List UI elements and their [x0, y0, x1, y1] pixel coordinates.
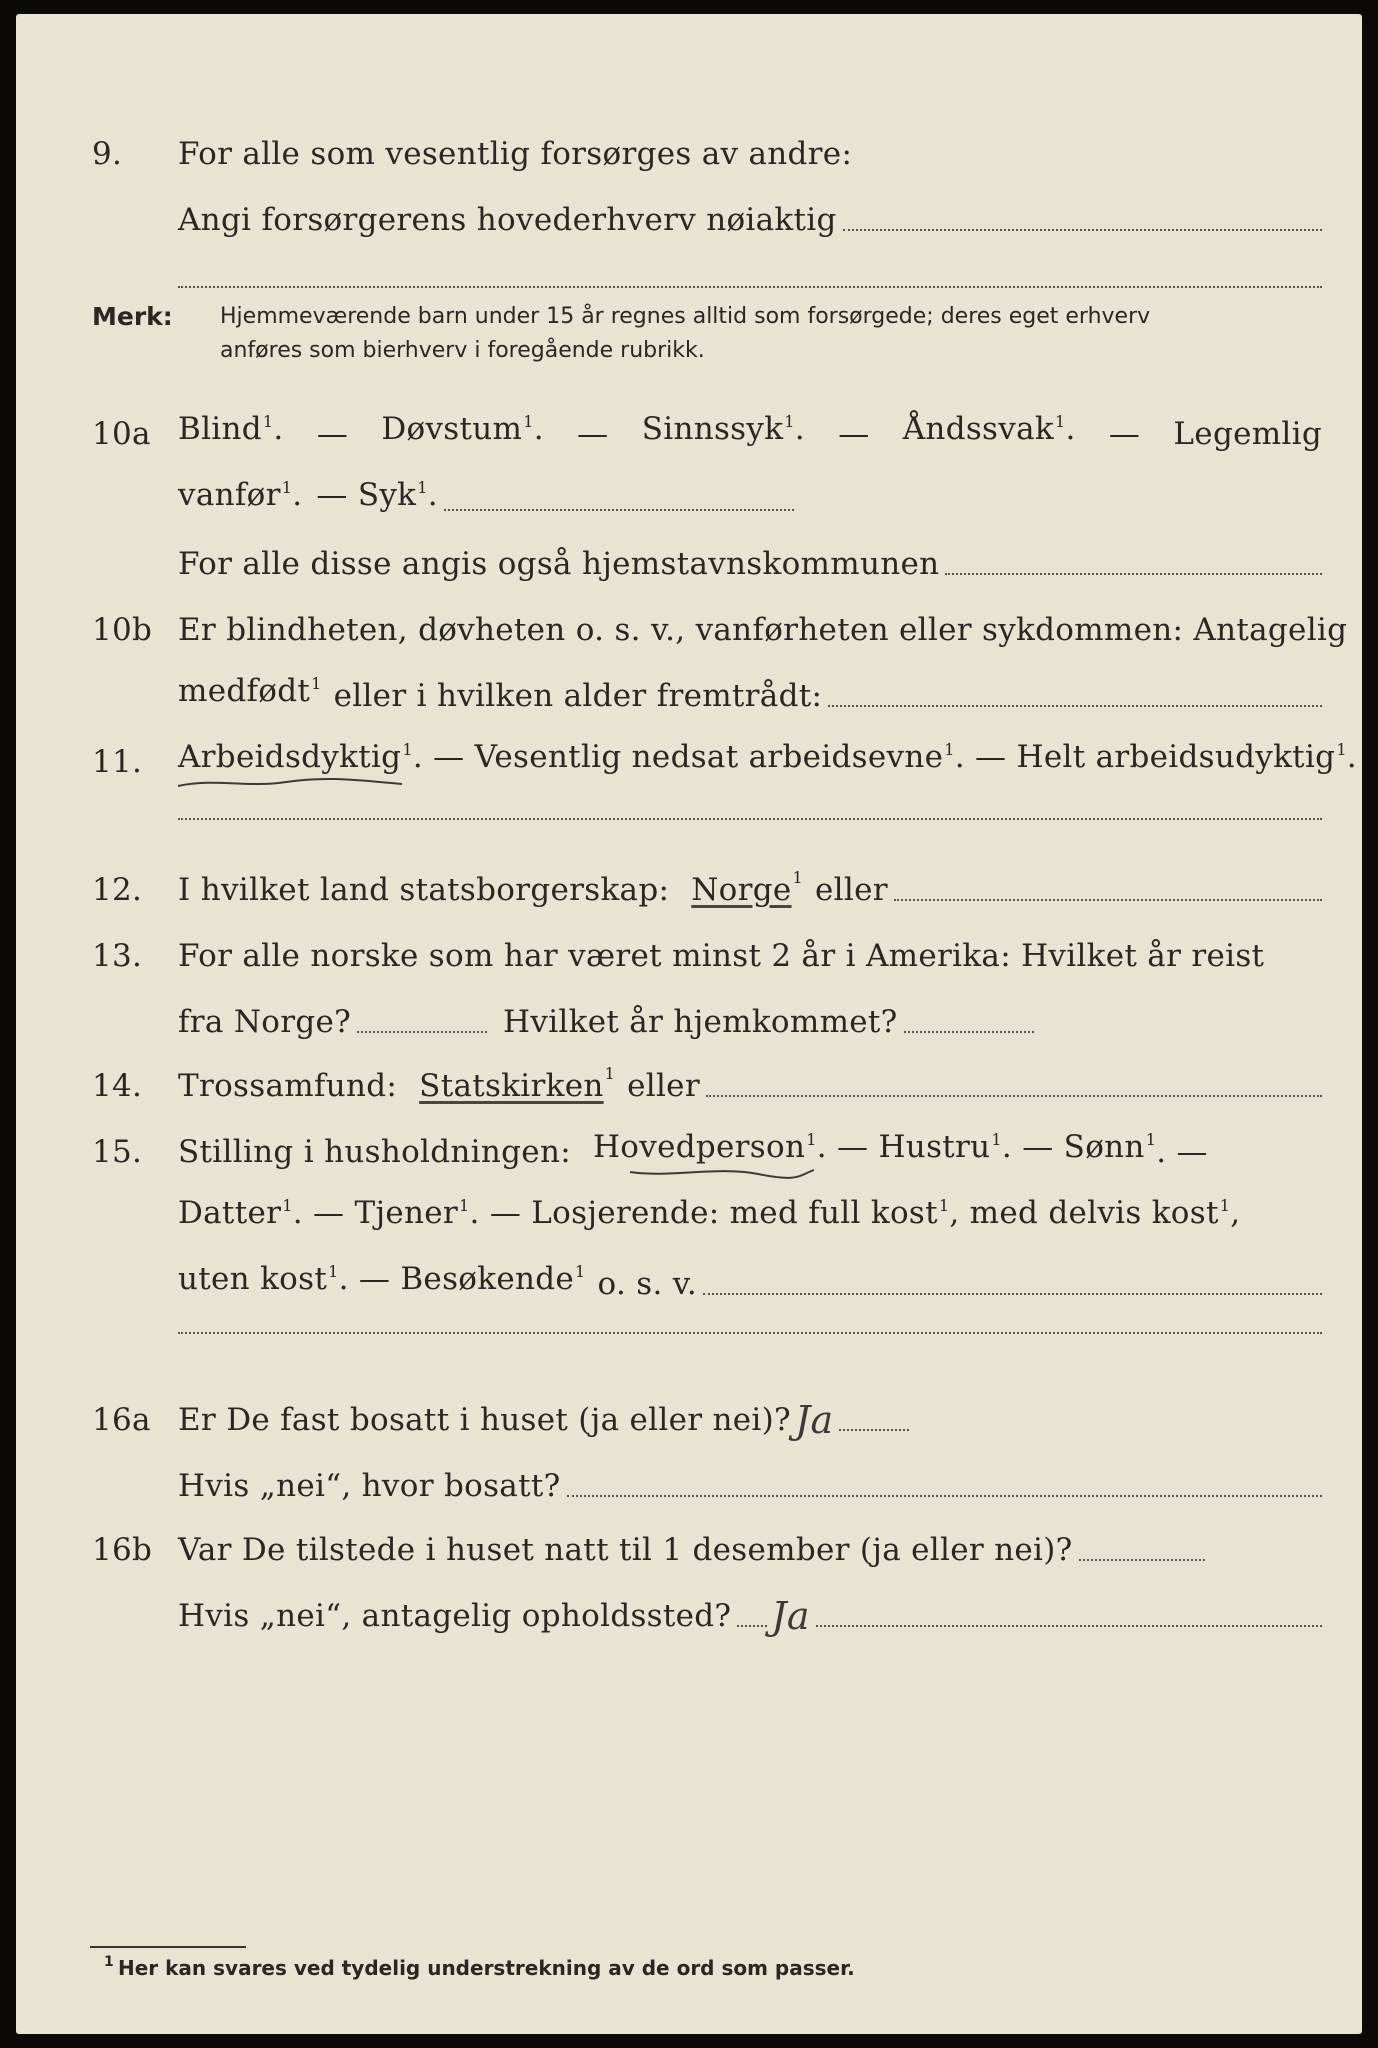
option-sonn[interactable]: . — Sønn$^1$ [1001, 1129, 1157, 1165]
footnote [104, 1954, 855, 1980]
option-dovstum[interactable]: Døvstum$^1$. [381, 411, 544, 447]
question-number: 14. [92, 1068, 143, 1104]
answer-line-syk[interactable] [444, 509, 794, 511]
question-10b-line1 [16, 600, 1362, 650]
option-sinnssyk[interactable]: Sinnssyk$^1$. [641, 411, 805, 447]
option-hustru[interactable]: . — Hustru$^1$ [816, 1129, 1002, 1165]
answer-line-hjemkommet[interactable] [904, 1031, 1034, 1033]
answer-line-opholdssted[interactable] [816, 1625, 1322, 1627]
question-text: fra Norge? [178, 1004, 352, 1040]
question-12: 12. I hvilket land statsborgerskap: Norge 1 eller [16, 860, 1362, 910]
question-text: Var De tilstede i huset natt til 1 desember (ja eller nei)? [178, 1532, 1073, 1568]
handwritten-underline-arbeidsdyktig [176, 772, 406, 794]
question-10a-line3 [16, 534, 1362, 584]
question-number: 16b [92, 1532, 153, 1568]
option-nedsat-arbeidsevne[interactable]: . — Vesentlig nedsat arbeidsevne$^1$ [412, 739, 955, 775]
option-tjener[interactable]: . — Tjener$^1$ [292, 1195, 470, 1231]
question-number: 9. [92, 136, 123, 172]
question-10a-line1 [16, 404, 1362, 454]
handwritten-answer-opholdssted[interactable]: Ja [771, 1594, 810, 1638]
note-label: Merk: [92, 302, 173, 331]
option-arbeidsdyktig[interactable]: Arbeidsdyktig$^1$ [178, 739, 413, 775]
answer-line-stilling[interactable] [703, 1293, 1322, 1295]
handwritten-underline-hovedperson [628, 1162, 818, 1182]
question-text: eller [815, 872, 888, 908]
question-text: Hvis „nei“, hvor bosatt? [178, 1468, 561, 1504]
question-text: Er blindheten, døvheten o. s. v., vanførheten eller sykdommen: Antagelig [178, 612, 1348, 648]
answer-line-hjemstavn[interactable] [945, 573, 1322, 575]
answer-line-blank[interactable] [178, 1332, 1322, 1334]
question-15-line2 [16, 1188, 1362, 1238]
answer-line-statsborgerskap[interactable] [894, 899, 1322, 901]
question-14: 14. Trossamfund: Statskirken 1 eller [16, 1056, 1362, 1106]
question-number: 16a [92, 1402, 151, 1438]
question-text: Er De fast bosatt i huset (ja eller nei)? [178, 1402, 791, 1438]
option-andssvak[interactable]: Åndssvak$^1$. [902, 411, 1076, 447]
question-text: eller [627, 1068, 700, 1104]
option-norge[interactable]: Norge [691, 872, 792, 908]
question-number: 15. [92, 1134, 143, 1170]
footnote-divider [90, 1946, 246, 1948]
question-text: I hvilket land statsborgerskap: [178, 872, 670, 908]
option-uten-kost[interactable]: uten kost$^1$ [178, 1261, 339, 1297]
question-text: o. s. v. [597, 1266, 698, 1302]
question-number: 11. [92, 744, 143, 780]
question-number: 12. [92, 872, 143, 908]
question-16b-line1 [16, 1520, 1362, 1570]
option-datter[interactable]: Datter$^1$ [178, 1195, 293, 1231]
answer-line-lead[interactable] [737, 1625, 767, 1627]
question-number: 10a [92, 416, 151, 452]
question-number: 10b [92, 612, 153, 648]
question-15-line3 [16, 1254, 1362, 1304]
census-form-page [16, 14, 1362, 2034]
footnote-text: Her kan svares ved tydelig understrekning av de ord som passer. [118, 1956, 855, 1980]
option-besokende[interactable]: . — Besøkende$^1$ [338, 1261, 586, 1297]
question-13-line2 [16, 992, 1362, 1042]
option-statskirken[interactable]: Statskirken [419, 1068, 604, 1104]
option-vanfor[interactable]: vanfør$^1$. [178, 477, 303, 513]
separator: — [316, 416, 349, 452]
option-syk[interactable]: — Syk$^1$. [316, 477, 438, 513]
handwritten-answer-bosatt[interactable]: Ja [794, 1398, 834, 1442]
answer-line-alder[interactable] [828, 705, 1322, 707]
question-13-line1 [16, 926, 1362, 976]
footnote-mark: 1 [104, 1954, 114, 1970]
note-line: anføres som bierhverv i foregående rubrikk. [220, 338, 705, 363]
note-line: Hjemmeværende barn under 15 år regnes alltid som forsørgede; deres eget erhverv [220, 304, 1151, 329]
separator: — [838, 416, 870, 452]
separator: — [1108, 416, 1141, 452]
question-16b-line2 [16, 1586, 1362, 1636]
option-medfodt[interactable]: medfødt$^1$ [178, 673, 322, 709]
question-text: Stilling i husholdningen: [178, 1134, 571, 1170]
question-9-line1 [16, 124, 1362, 174]
option-legemlig[interactable]: Legemlig [1173, 416, 1322, 452]
answer-line-hvor-bosatt[interactable] [567, 1495, 1322, 1497]
answer-line-occupation[interactable] [843, 229, 1322, 231]
question-text: eller i hvilken alder fremtrådt: [333, 678, 823, 714]
question-10a-line2 [16, 470, 1362, 520]
separator: — [577, 416, 609, 452]
answer-line-tilstede[interactable] [1079, 1559, 1205, 1561]
option-hovedperson[interactable]: Hovedperson$^1$ [592, 1129, 817, 1165]
answer-line-blank[interactable] [178, 286, 1322, 288]
separator: . — [1156, 1134, 1208, 1170]
question-text: Trossamfund: [178, 1068, 398, 1104]
question-text: Hvis „nei“, antagelig opholdssted? [178, 1598, 732, 1634]
note-text [220, 300, 1330, 368]
option-arbeidsudyktig[interactable]: . — Helt arbeidsudyktig$^1$. [954, 739, 1357, 775]
question-16a-line2 [16, 1456, 1362, 1506]
option-full-kost[interactable]: . — Losjerende: med full kost$^1$ [469, 1195, 950, 1231]
question-16a-line1 [16, 1390, 1362, 1440]
option-delvis-kost[interactable]: , med delvis kost$^1$, [949, 1195, 1241, 1231]
question-text: For alle som vesentlig forsørges av andre: [178, 136, 853, 172]
question-text: For alle norske som har været minst 2 år i Amerika: Hvilket år reist [178, 938, 1265, 974]
answer-line-blank[interactable] [178, 818, 1322, 820]
question-text: Angi forsørgerens hovederhverv nøiaktig [178, 202, 837, 238]
answer-line-reist[interactable] [357, 1031, 487, 1033]
answer-line-bosatt[interactable] [839, 1429, 909, 1431]
question-number: 13. [92, 938, 143, 974]
answer-line-trossamfund[interactable] [706, 1095, 1322, 1097]
question-10b-line2 [16, 666, 1362, 716]
question-text: Hvilket år hjemkommet? [503, 1004, 898, 1040]
question-text: For alle disse angis også hjemstavnskommunen [178, 546, 940, 582]
option-blind[interactable]: Blind$^1$. [178, 411, 284, 447]
question-9-line2 [16, 190, 1362, 240]
